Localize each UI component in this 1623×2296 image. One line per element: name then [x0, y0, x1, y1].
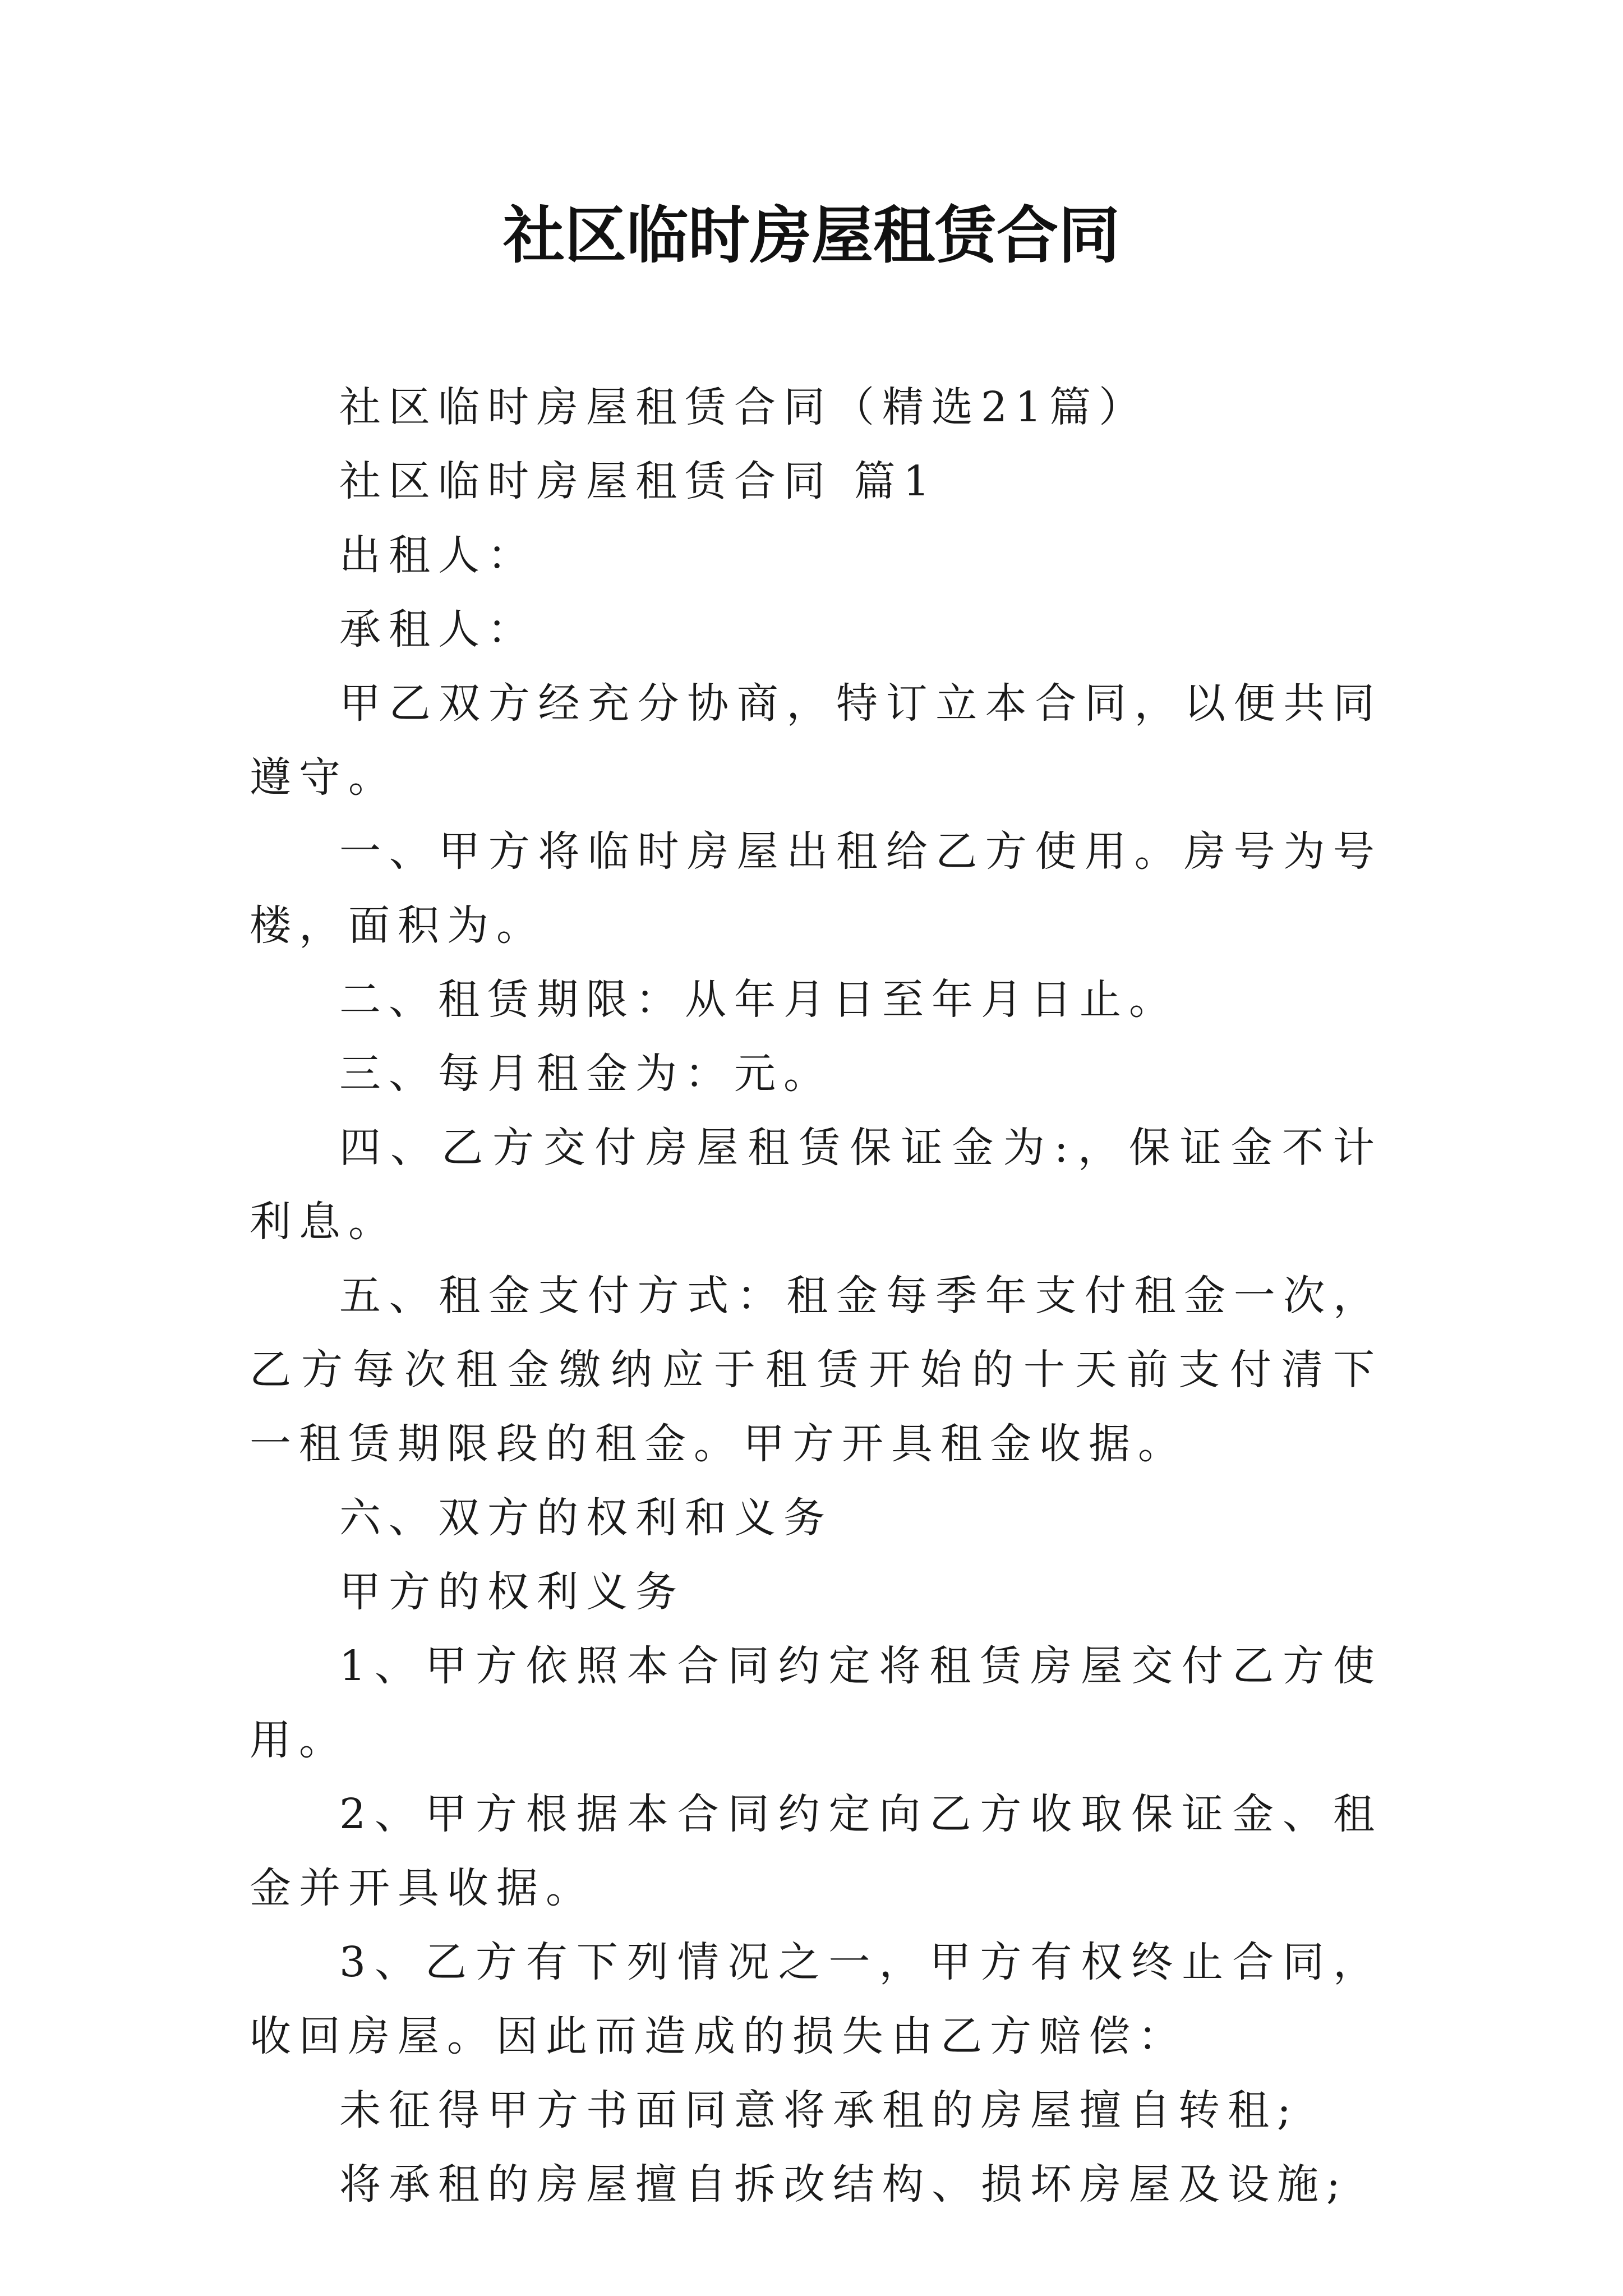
- document-title: 社区临时房屋租赁合同: [503, 199, 1120, 272]
- paragraph-party-a-rights: 甲方的权利义务: [339, 1568, 685, 1616]
- paragraph-clause-1: 一、甲方将临时房屋出租给乙方使用。房号为号楼，面积为。: [250, 827, 1382, 950]
- paragraph-section-heading: 社区临时房屋租赁合同 篇1: [339, 457, 938, 505]
- paragraph-item-1: 1、甲方依照本合同约定将租赁房屋交付乙方使用。: [250, 1642, 1382, 1764]
- paragraph-item-3: 3、乙方有下列情况之一，甲方有权终止合同，收回房屋。因此而造成的损失由乙方赔偿：: [250, 1938, 1382, 2060]
- paragraph-clause-4: 四、乙方交付房屋租赁保证金为:，保证金不计利息。: [250, 1124, 1382, 1246]
- paragraph-clause-6: 六、双方的权利和义务: [339, 1494, 833, 1542]
- paragraph-clause-5: 五、租金支付方式：租金每季年支付租金一次，乙方每次租金缴纳应于租赁开始的十天前支付清下一租赁期限段的租金。甲方开具租金收据。: [250, 1272, 1382, 1468]
- paragraph-subitem-1: 未征得甲方书面同意将承租的房屋擅自转租;: [339, 2086, 1299, 2134]
- paragraph-clause-2: 二、租赁期限：从年月日至年月日止。: [339, 976, 1178, 1024]
- paragraph-clause-3: 三、每月租金为：元。: [339, 1050, 833, 1098]
- paragraph-subitem-2: 将承租的房屋擅自拆改结构、损坏房屋及设施;: [339, 2160, 1348, 2208]
- paragraph-item-2: 2、甲方根据本合同约定向乙方收取保证金、租金并开具收据。: [250, 1790, 1382, 1912]
- paragraph-preamble: 甲乙双方经充分协商，特订立本合同，以便共同遵守。: [250, 679, 1382, 802]
- paragraph-lessee: 承租人：: [339, 605, 537, 654]
- paragraph-lessor: 出租人：: [339, 531, 537, 579]
- document-body: [250, 370, 1382, 2221]
- paragraph-subtitle: 社区临时房屋租赁合同（精选21篇）: [339, 383, 1149, 431]
